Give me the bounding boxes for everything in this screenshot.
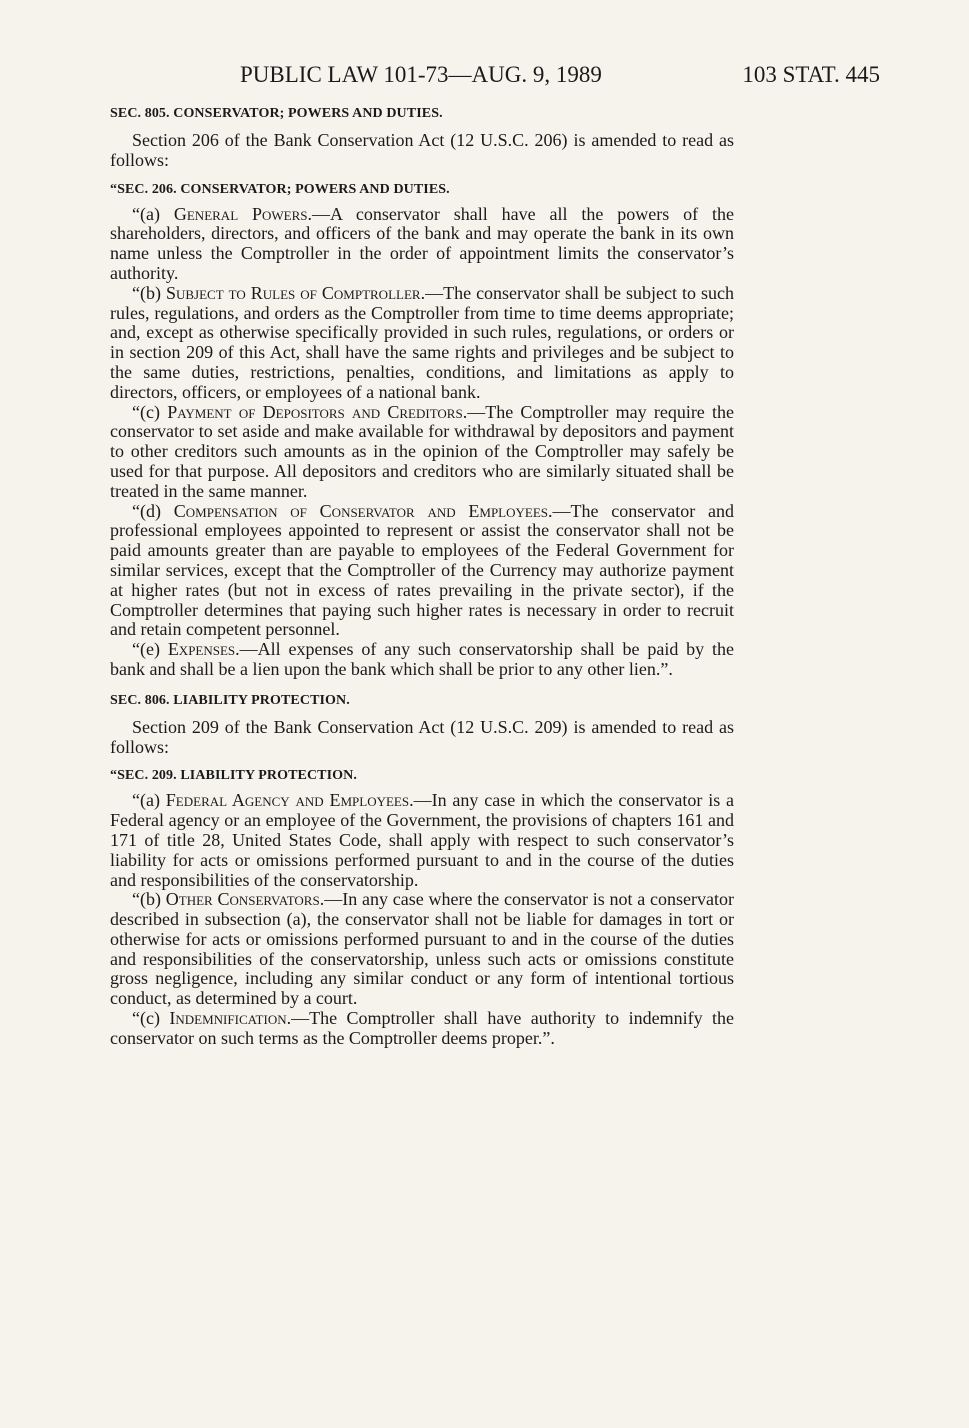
subsection-text: —The conservator shall be subject to such rules, regulations, and orders as the Comptroller from time to time deems appropriate; and, except as otherwise specifically provided in such rules, regulations, or orders or in section 209 of this Act, shall have the same rights and privileges and be subject to the same duties, restrictions, penalties, conditions, and limitations as apply to directors, officers, or employees of a national bank. (110, 282, 734, 402)
subsection-label: “(b) (132, 282, 166, 303)
subsection-c-indemnification (110, 1009, 734, 1049)
subsection-text: —In any case in which the conservator is a Federal agency or an employee of the Government, the provisions of chapters 161 and 171 of title 28, United States Code, shall apply with respect to such conservator’s liability for acts or omissions performed pursuant to and in the course of the duties and responsibilities of the conservatorship. (110, 790, 735, 890)
subsection-title: Payment of Depositors and Creditors. (167, 401, 468, 422)
subsection-label: “(a) (132, 790, 166, 811)
subsection-e-expenses (110, 640, 734, 680)
section-209-heading: “SEC. 209. LIABILITY PROTECTION. (110, 768, 357, 784)
subsection-title: Expenses. (167, 639, 240, 660)
subsection-text: —The conservator and professional employees appointed to represent or assist the conservator shall not be paid amounts greater than are payable to employees of the Federal Government for similar services, except that the Comptroller of the Currency may authorize payment at higher rates (but not in excess of rates prevailing in the private sector), if the Comptroller determines that paying such higher rates is necessary in order to recruit and retain competent personnel. (110, 500, 735, 640)
section-806-heading: SEC. 806. LIABILITY PROTECTION. (110, 692, 350, 708)
subsection-b-subject-to-rules (110, 284, 734, 403)
subsection-title: Subject to Rules of Comptroller. (165, 282, 426, 303)
section-805-intro: Section 206 of the Bank Conservation Act (12 U.S.C. 206) is amended to read as follows: (110, 130, 734, 170)
subsection-text: —A conservator shall have all the powers of the shareholders, directors, and officers of the bank and may operate the bank in its own name unless the Comptroller in the order of appointment limits the conservator’s authority. (110, 203, 735, 283)
subsection-title: Federal Agency and Employees. (165, 790, 414, 811)
subsection-label: “(e) (132, 639, 168, 660)
subsection-text: —In any case where the conservator is not a conservator described in subsection (a), the conservator shall not be liable for damages in tort or otherwise for acts or omissions performed pursuant to and in the course of the duties and responsibilities of the conservatorship, unless such acts or omissions constitute gross negligence, including any similar conduct or any form of intentional tortious conduct, as determined by a court. (110, 889, 734, 1009)
subsection-a-general-powers (110, 205, 734, 284)
section-206-heading: “SEC. 206. CONSERVATOR; POWERS AND DUTIES. (110, 181, 450, 197)
subsection-d-compensation (110, 502, 734, 641)
subsection-title: Compensation of Conservator and Employees. (173, 500, 553, 521)
subsection-label: “(d) (132, 500, 174, 521)
section-806-intro: Section 209 of the Bank Conservation Act (12 U.S.C. 209) is amended to read as follows: (110, 716, 734, 757)
subsection-label: “(a) (132, 203, 174, 224)
subsection-title: Other Conservators. (165, 889, 325, 910)
section-805-heading: SEC. 805. CONSERVATOR; POWERS AND DUTIES. (110, 106, 443, 121)
subsection-c-payment-of-depositors (110, 403, 734, 502)
law-citation: PUBLIC LAW 101-73—AUG. 9, 1989 (240, 62, 602, 87)
running-head (110, 60, 880, 90)
subsection-title: General Powers. (173, 203, 313, 224)
stat-page-number: 103 STAT. 445 (742, 62, 880, 87)
subsection-text: —The Comptroller shall have authority to indemnify the conservator on such terms as the Comptroller deems proper.”. (110, 1008, 734, 1048)
subsection-label: “(b) (132, 889, 166, 910)
subsection-title: Indemnification. (169, 1008, 292, 1029)
subsection-a-federal-agency (110, 791, 734, 890)
subsection-label: “(c) (132, 1008, 170, 1029)
subsection-b-other-conservators (110, 890, 734, 1009)
subsection-label: “(c) (132, 401, 168, 422)
subsection-text: —The Comptroller may require the conservator to set aside and make available for withdrawal by depositors and payment to other creditors such amounts as in the opinion of the Comptroller may safely be used for that purpose. All depositors and creditors who are similarly situated shall be treated in the same manner. (110, 401, 735, 501)
body-text (110, 105, 734, 1049)
subsection-text: —All expenses of any such conservatorship shall be paid by the bank and shall be a lien upon the bank which shall be prior to any other lien.”. (110, 639, 734, 679)
